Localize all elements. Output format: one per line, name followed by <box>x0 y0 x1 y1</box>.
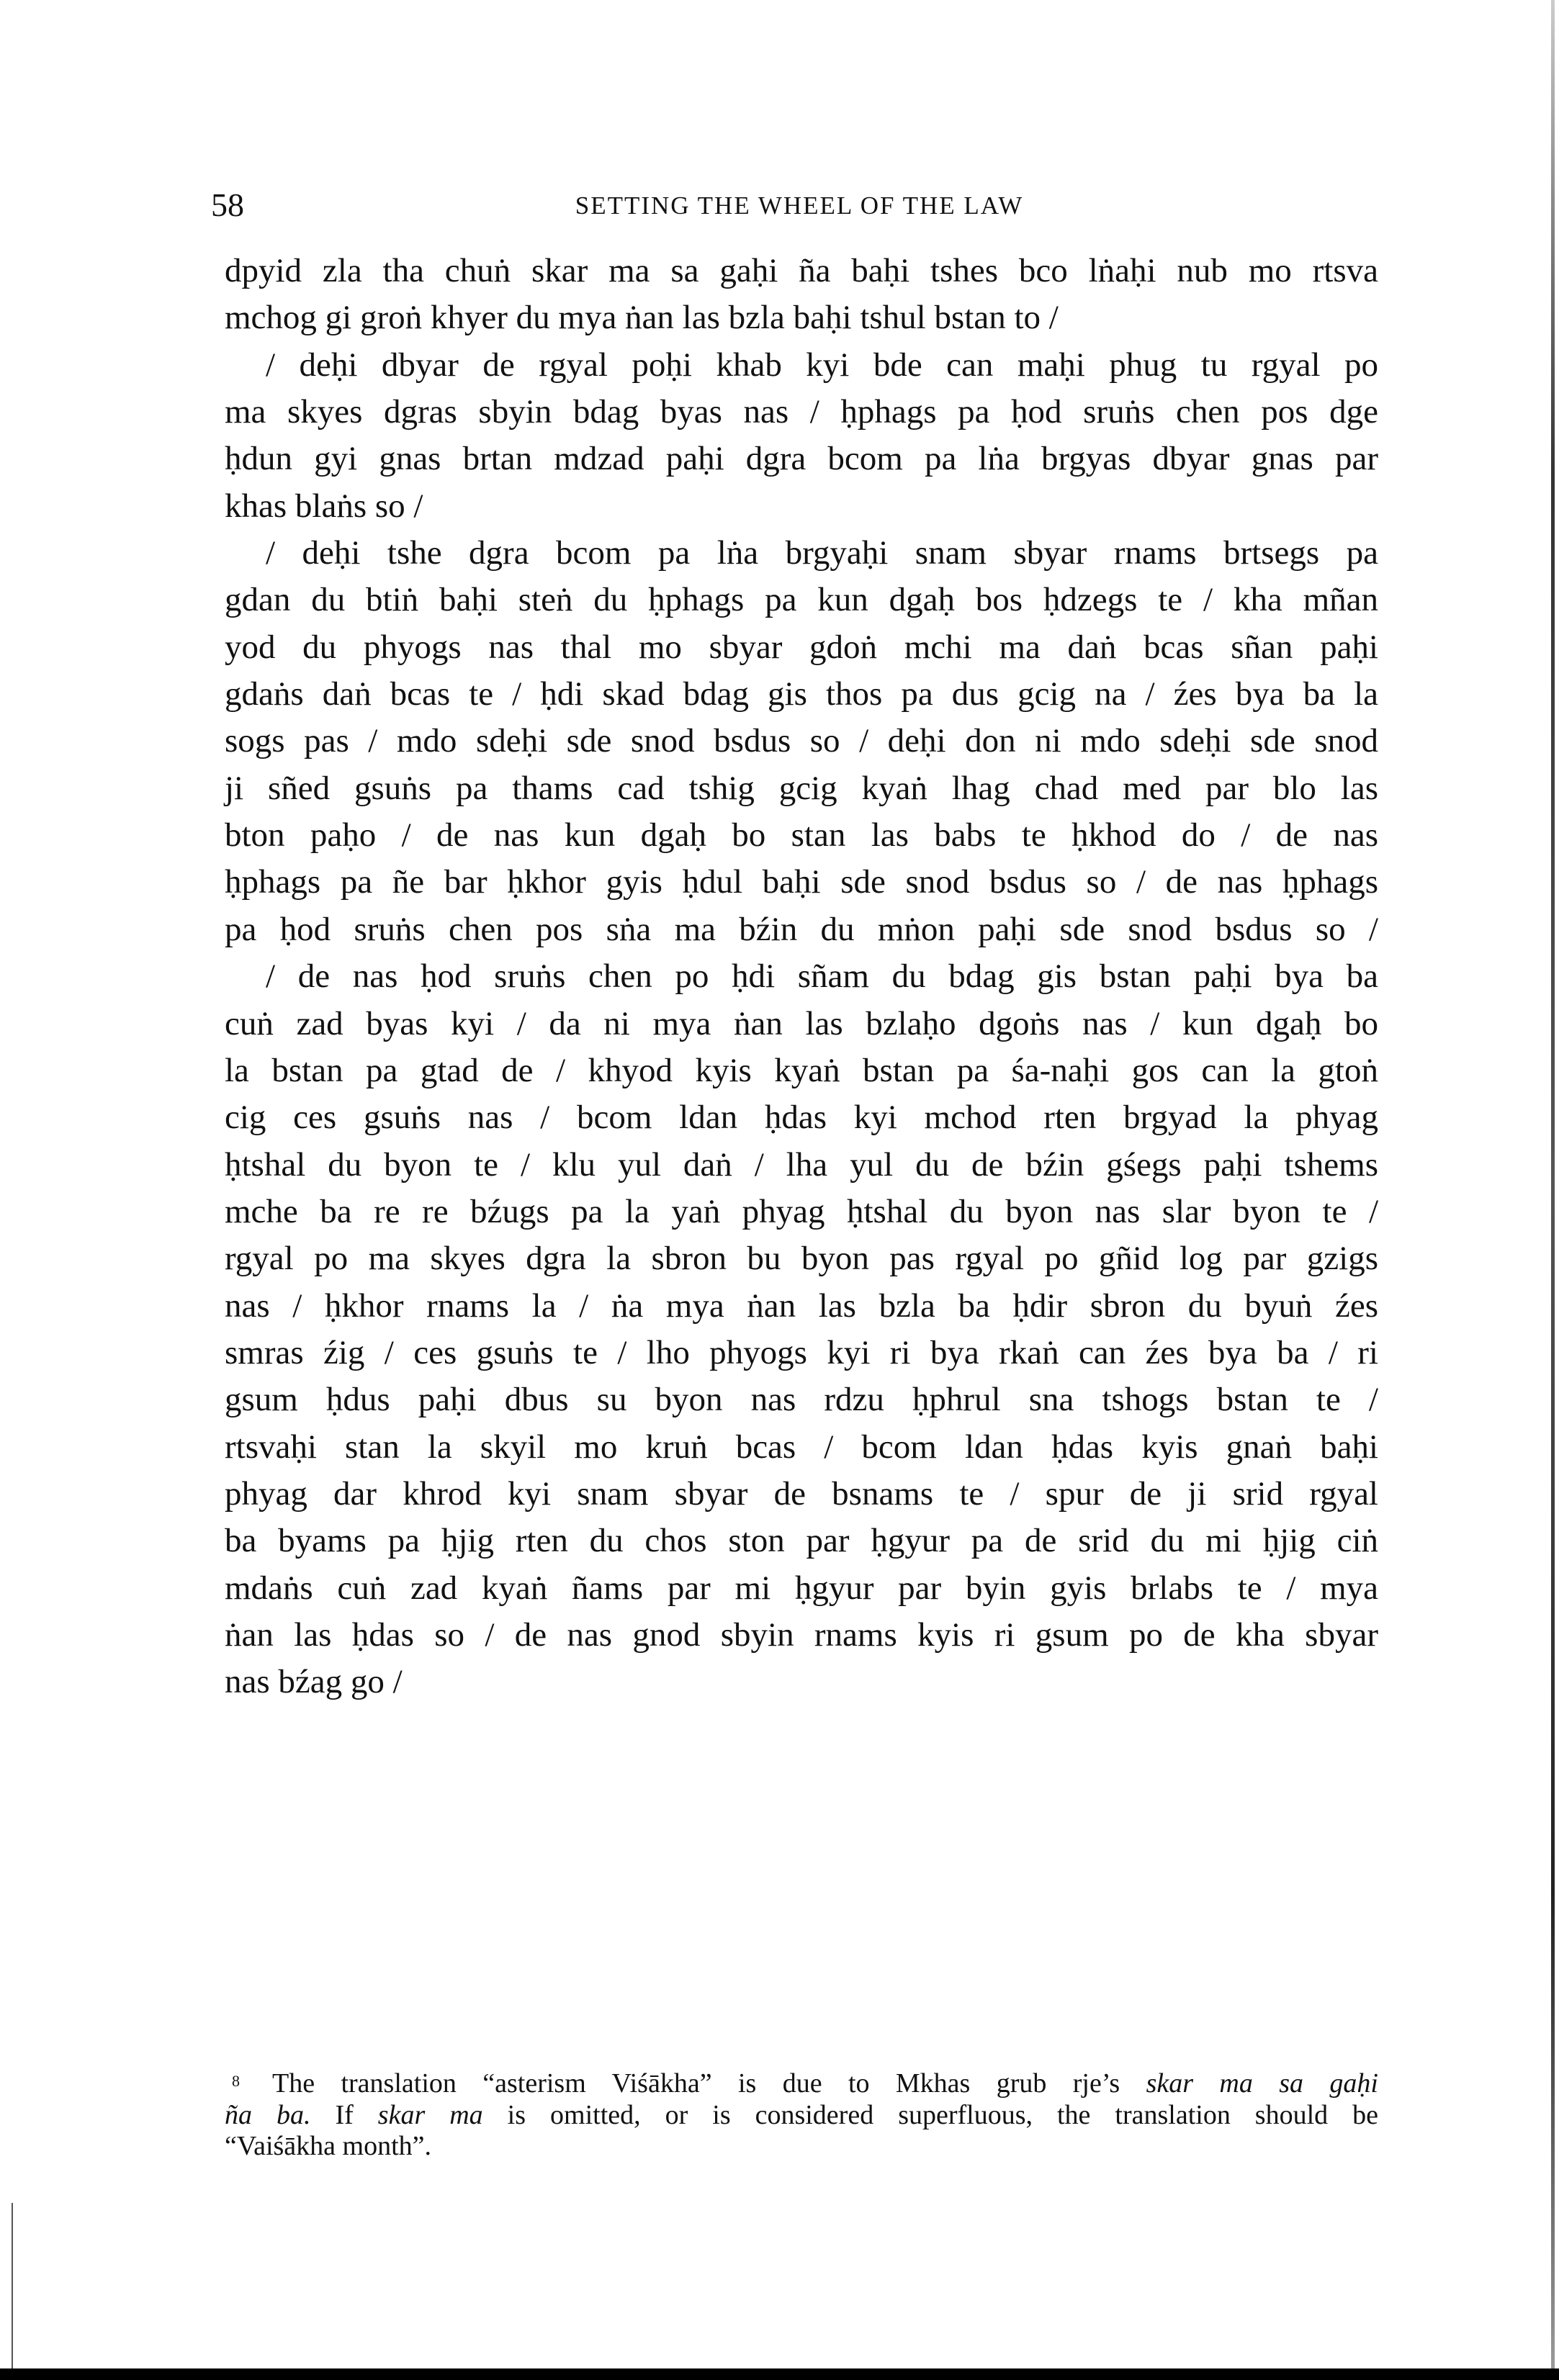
text-line: ba byams pa ḥjig rten du chos ston par ḥgyur pa de srid du mi ḥjig ciṅ <box>225 1522 1378 1560</box>
text-line: ṅan las ḥdas so / de nas gnod sbyin rnams kyis ri gsum po de kha sbyar <box>225 1615 1378 1654</box>
text-line: khas blaṅs so / <box>225 487 423 525</box>
text-line: phyag dar khrod kyi snam sbyar de bsnams te / spur de ji srid rgyal <box>225 1474 1378 1513</box>
text-line: gdaṅs daṅ bcas te / ḥdi skad bdag gis thos pa dus gcig na / źes bya ba la <box>225 675 1378 713</box>
footnote-marker: 8 <box>232 2072 240 2090</box>
text-line: dpyid zla tha chuṅ skar ma sa gaḥi ña baḥi tshes bco lṅaḥi nub mo rtsva <box>225 252 1378 289</box>
text-line: rgyal po ma skyes dgra la sbron bu byon pas rgyal po gñid log par gzigs <box>225 1240 1378 1278</box>
text-line: mche ba re re bźugs pa la yaṅ phyag ḥtshal du byon nas slar byon te / <box>225 1192 1378 1230</box>
text-line: cig ces gsuṅs nas / bcom ldan ḥdas kyi mchod rten brgyad la phyag <box>225 1099 1378 1137</box>
text-line: ḥdun gyi gnas brtan mdzad paḥi dgra bcom pa lṅa brgyas dbyar gnas par <box>225 440 1378 478</box>
footnote-text: The translation “asterism Viśākha” is due to Mkhas grub rje’s <box>272 2068 1146 2099</box>
scan-right-edge <box>1551 0 1555 2368</box>
text-line: ma skyes dgras sbyin bdag byas nas / ḥphags pa ḥod sruṅs chen pos dge <box>225 393 1378 431</box>
text-line: sogs pas / mdo sdeḥi sde snod bsdus so / deḥi don ni mdo sdeḥi sde snod <box>225 722 1378 760</box>
text-line: ḥphags pa ñe bar ḥkhor gyis ḥdul baḥi sde snod bsdus so / de nas ḥphags <box>225 863 1378 901</box>
footnote-italic: ña ba. <box>225 2099 311 2130</box>
body-text <box>225 248 1378 1706</box>
text-line: rtsvaḥi stan la skyil mo kruṅ bcas / bcom ldan ḥdas kyis gnaṅ baḥi <box>225 1428 1378 1466</box>
text-line: ji sñed gsuṅs pa thams cad tshig gcig kyaṅ lhag chad med par blo las <box>225 769 1378 807</box>
text-line: pa ḥod sruṅs chen pos sṅa ma bźin du mṅon paḥi sde snod bsdus so / <box>225 910 1378 948</box>
page-number: 58 <box>211 186 244 223</box>
text-line: ḥtshal du byon te / klu yul daṅ / lha yul du de bźin gśegs paḥi tshems <box>225 1145 1378 1184</box>
text-line: / deḥi tshe dgra bcom pa lṅa brgyaḥi snam sbyar rnams brtsegs pa <box>266 534 1378 572</box>
scan-bottom-bar <box>0 2368 1559 2380</box>
text-line: la bstan pa gtad de / khyod kyis kyaṅ bstan pa śa-naḥi gos can la gtoṅ <box>225 1051 1378 1089</box>
footnote-text: is omitted, or is considered superfluous, the translation should be <box>482 2099 1379 2130</box>
text-line: / deḥi dbyar de rgyal poḥi khab kyi bde can maḥi phug tu rgyal po <box>266 346 1378 384</box>
text-line: / de nas ḥod sruṅs chen po ḥdi sñam du bdag gis bstan paḥi bya ba <box>266 957 1378 996</box>
text-line: cuṅ zad byas kyi / da ni mya ṅan las bzlaḥo dgoṅs nas / kun dgaḥ bo <box>225 1004 1378 1042</box>
text-line: yod du phyogs nas thal mo sbyar gdoṅ mchi ma daṅ bcas sñan paḥi <box>225 628 1378 666</box>
footnote-line: “Vaiśākha month”. <box>225 2131 432 2161</box>
footnote <box>225 2068 1378 2163</box>
text-line: bton paḥo / de nas kun dgaḥ bo stan las babs te ḥkhod do / de nas <box>225 816 1378 855</box>
text-line: mchog gi groṅ khyer du mya ṅan las bzla baḥi tshul bstan to / <box>225 299 1059 337</box>
footnote-text: If <box>310 2099 378 2130</box>
text-line: nas / ḥkhor rnams la / ṅa mya ṅan las bzla ba ḥdir sbron du byuṅ źes <box>225 1286 1378 1325</box>
text-line: gsum ḥdus paḥi dbus su byon nas rdzu ḥphrul sna tshogs bstan te / <box>225 1381 1378 1419</box>
text-line: gdan du btiṅ baḥi steṅ du ḥphags pa kun dgaḥ bos ḥdzegs te / kha mñan <box>225 581 1378 619</box>
running-title: SETTING THE WHEEL OF THE LAW <box>575 191 1024 220</box>
text-line: nas bźag go / <box>225 1663 403 1701</box>
footnote-line <box>225 2068 1378 2100</box>
footnote-line <box>225 2100 1378 2132</box>
text-line: smras źig / ces gsuṅs te / lho phyogs kyi ri bya rkaṅ can źes bya ba / ri <box>225 1333 1378 1371</box>
footnote-italic: skar ma <box>377 2099 483 2130</box>
scan-left-mark <box>12 2203 13 2368</box>
text-line: mdaṅs cuṅ zad kyaṅ ñams par mi ḥgyur par byin gyis brlabs te / mya <box>225 1569 1378 1607</box>
footnote-italic: skar ma sa gaḥi <box>1146 2068 1378 2099</box>
